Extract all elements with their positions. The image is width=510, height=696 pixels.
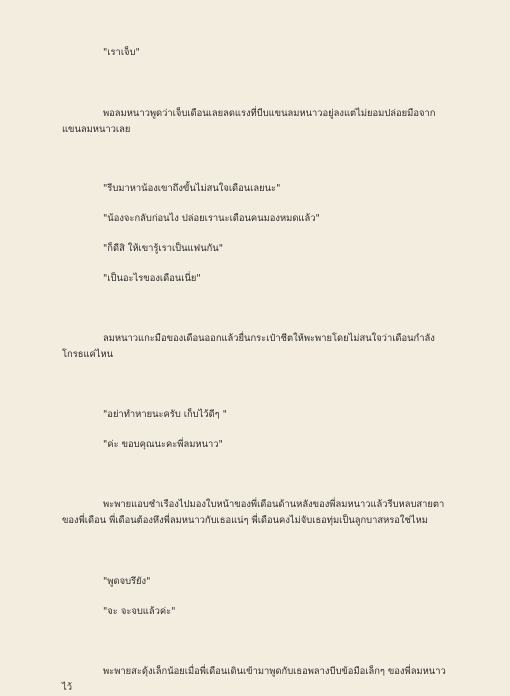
narration-paragraph-4: พะพายสะดุ้งเล็กน้อยเมื่อพี่เดือนเดินเข้ามาพูดกับเธอพลางบีบข้อมือเล็กๆ ของพี่ลมหนาวไว้ bbox=[62, 666, 446, 693]
narration-paragraph-3: พะพายแอบชำเรืองไปมองใบหน้าของพี่เดือนด้านหลังของพี่ลมหนาวแล้วรีบหลบสายตาของพี่เดือน พี่เดือนต้องหึงพี่ลมหนาวกับเธอแน่ๆ พี่เดือนคงไม่จับเธอทุ่มเป็นลูกบาสหรอใช่ไหม bbox=[62, 499, 445, 526]
dialogue-line-6: "อย่าทำหายนะครับ เก็บไว้ดีๆ " bbox=[103, 409, 227, 420]
dialogue-line-3: "น้องจะกลับก่อนไง ปล่อยเรานะเดือนคนมองหมดแล้ว" bbox=[103, 213, 320, 224]
dialogue-line-4: "ก็ดีสิ ให้เขารู้เราเป็นแฟนกัน" bbox=[103, 243, 224, 254]
dialogue-line-1: "เราเจ็บ" bbox=[103, 47, 140, 58]
dialogue-line-5: "เป็นอะไรของเดือนเนี่ย" bbox=[103, 273, 201, 284]
dialogue-line-8: "พูดจบรึยัง" bbox=[103, 576, 151, 587]
narration-paragraph-1: พอลมหนาวพูดว่าเจ็บเดือนเลยลดแรงที่บีบแขนลมหนาวอยู่ลงแต่ไม่ยอมปล่อยมือจากแขนลมหนาวเลย bbox=[62, 108, 436, 135]
dialogue-line-2: "รีบมาหาน้องเขาถึงขั้นไม่สนใจเดือนเลยนะ" bbox=[103, 183, 281, 194]
dialogue-line-7: "ค่ะ ขอบคุณนะคะพี่ลมหนาว" bbox=[103, 439, 223, 450]
narration-paragraph-2: ลมหนาวแกะมือของเดือนออกแล้วยื่นกระเป๋าชีตให้พะพายโดยไม่สนใจว่าเดือนกำลังโกรธแค่ไหน bbox=[62, 333, 435, 360]
dialogue-line-9: "จะ จะจบแล้วค่ะ" bbox=[103, 606, 176, 617]
